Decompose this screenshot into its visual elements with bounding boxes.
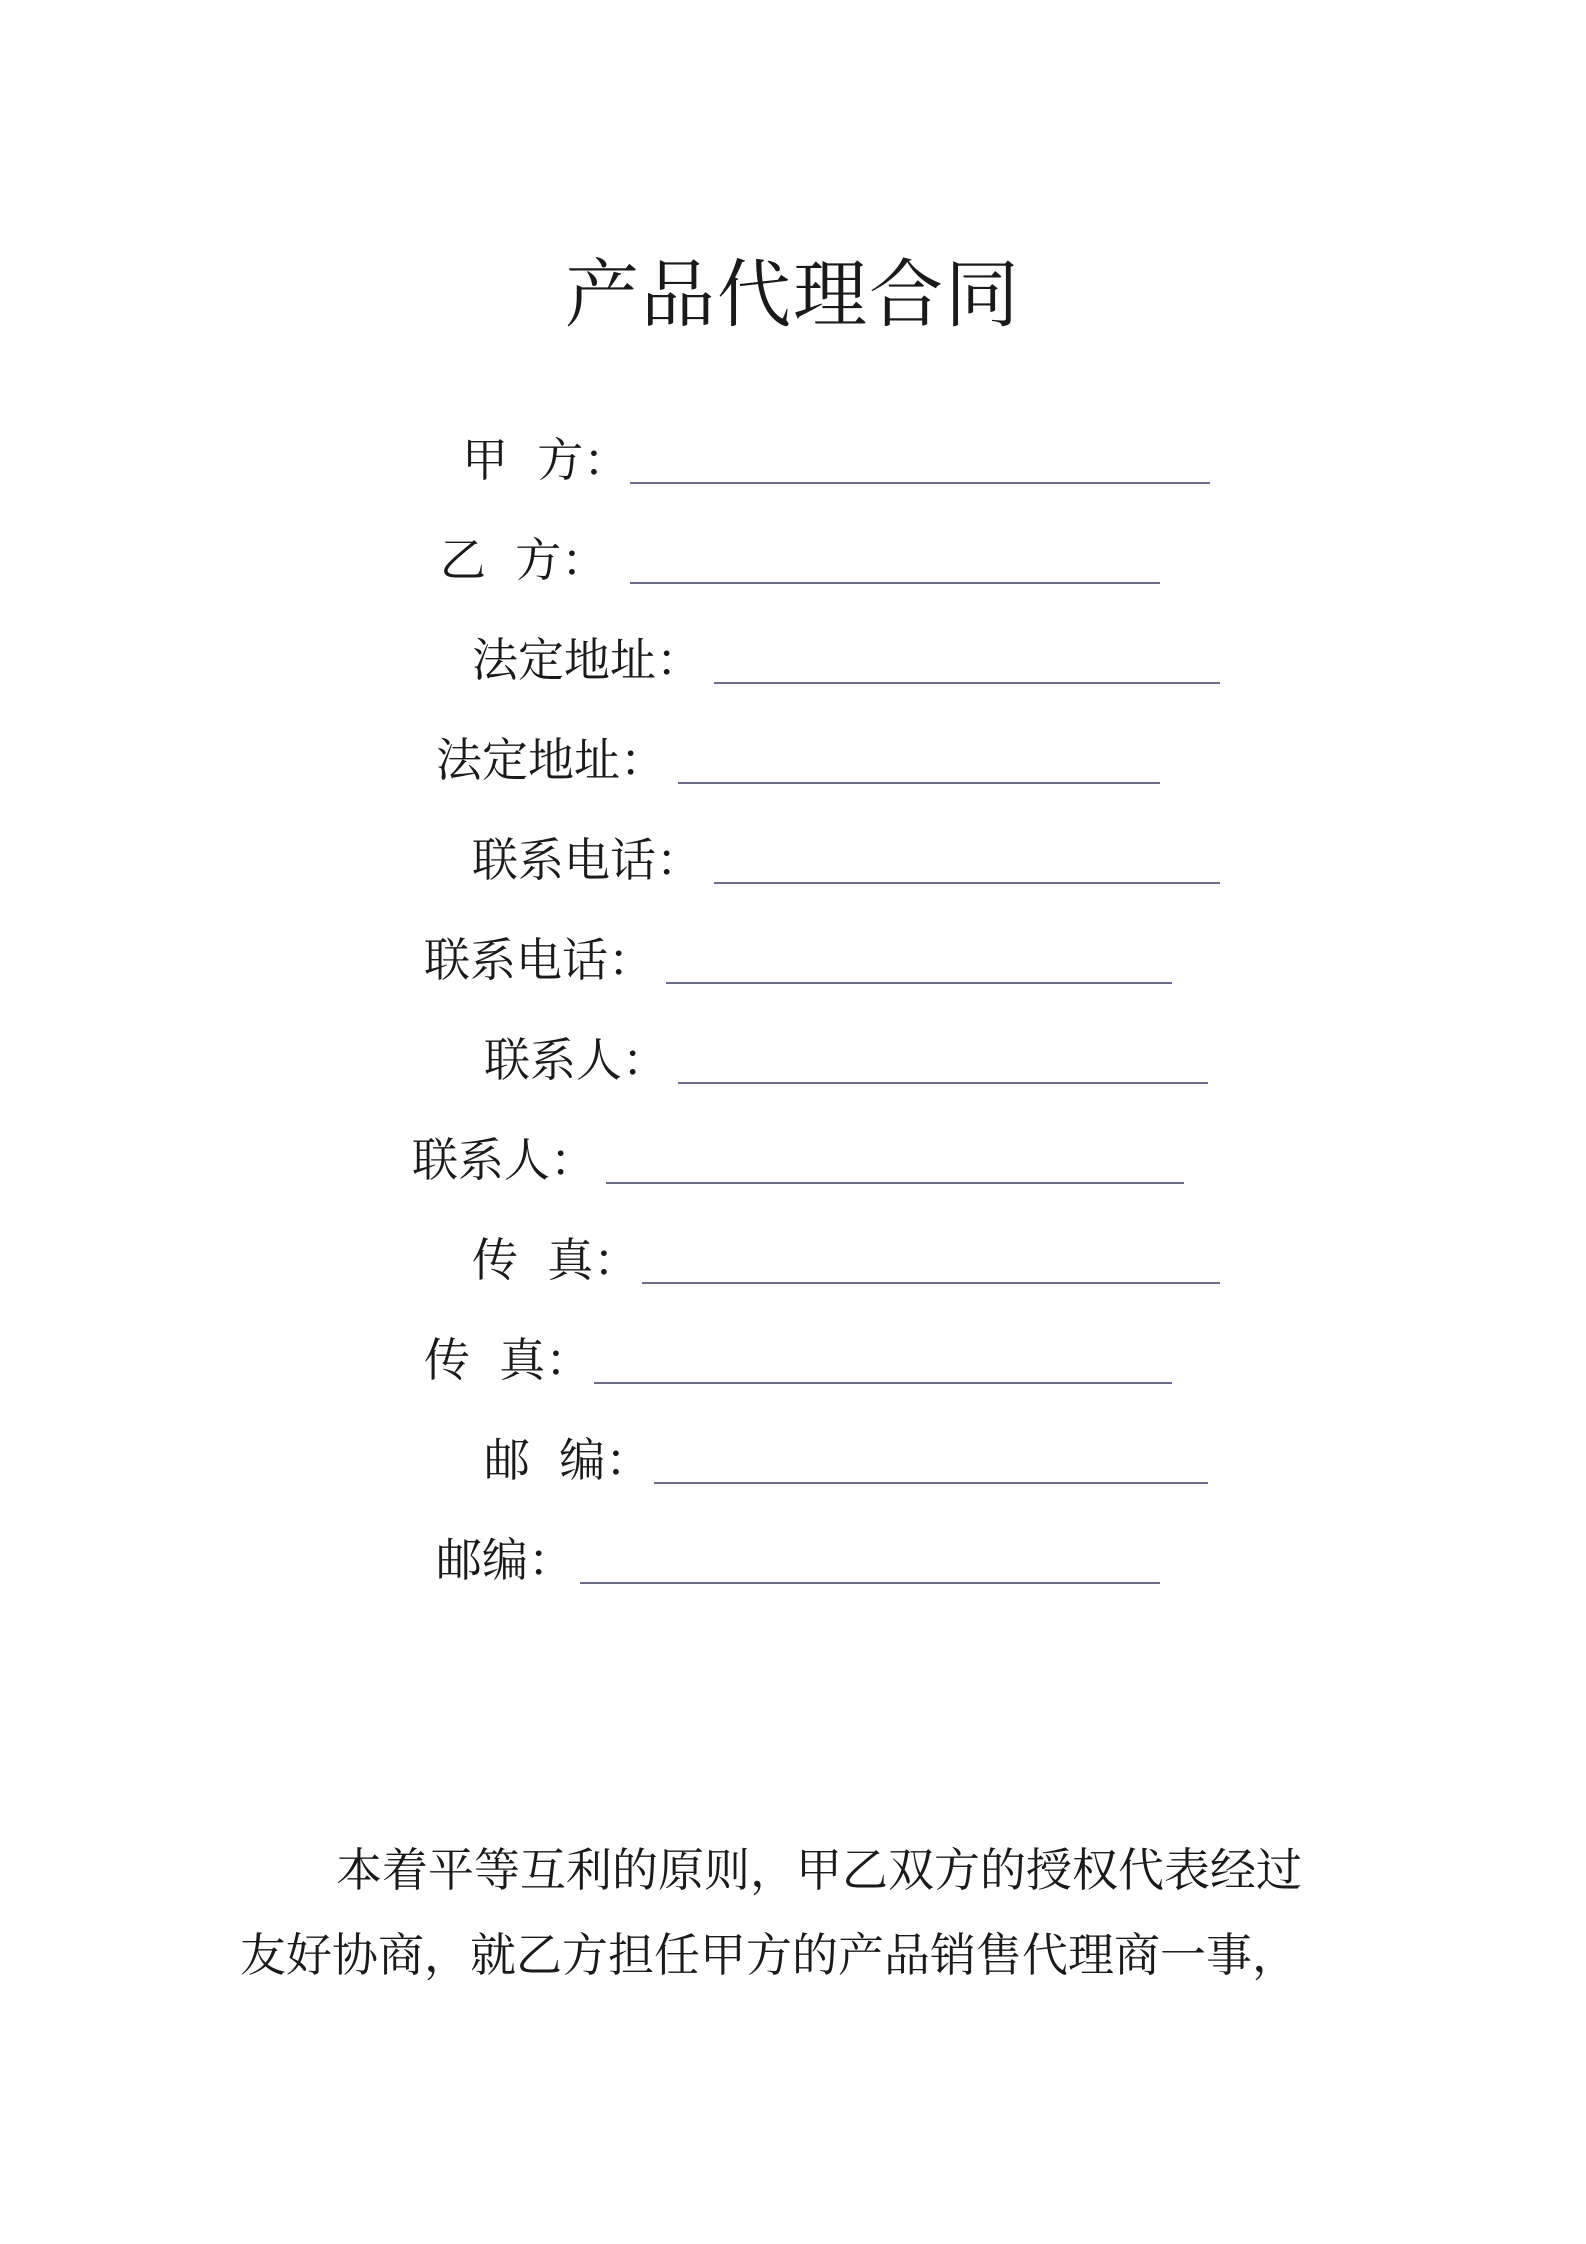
party-a-phone-label: 联系电话： [472, 833, 702, 887]
party-b-phone-line[interactable] [666, 982, 1172, 984]
party-b-address-line[interactable] [678, 782, 1160, 784]
party-b-postcode-label: 邮编： [436, 1533, 574, 1587]
party-b-label: 乙 方： [440, 533, 608, 587]
party-b-contact-line[interactable] [606, 1182, 1184, 1184]
party-b-phone-label: 联系电话： [424, 933, 654, 987]
body-paragraph-line-1: 本着平等互利的原则，甲乙双方的授权代表经过 [336, 1843, 1302, 1897]
party-b-contact-label: 联系人： [412, 1133, 596, 1187]
party-a-label: 甲 方： [462, 433, 630, 487]
party-a-line[interactable] [630, 482, 1210, 484]
party-a-contact-label: 联系人： [484, 1033, 668, 1087]
party-b-fax-label: 传 真： [424, 1333, 592, 1387]
party-b-fax-line[interactable] [594, 1382, 1172, 1384]
party-a-phone-line[interactable] [714, 882, 1220, 884]
party-a-contact-line[interactable] [678, 1082, 1208, 1084]
party-a-address-line[interactable] [714, 682, 1220, 684]
party-a-postcode-line[interactable] [654, 1482, 1208, 1484]
party-a-address-label: 法定地址： [472, 633, 702, 687]
party-a-postcode-label: 邮 编： [484, 1433, 652, 1487]
party-a-fax-label: 传 真： [472, 1233, 640, 1287]
document-title: 产品代理合同 [565, 252, 1021, 338]
party-b-postcode-line[interactable] [580, 1582, 1160, 1584]
party-b-address-label: 法定地址： [436, 733, 666, 787]
party-a-fax-line[interactable] [642, 1282, 1220, 1284]
body-paragraph-line-2: 友好协商，就乙方担任甲方的产品销售代理商一事， [240, 1928, 1298, 1982]
party-b-line[interactable] [630, 582, 1160, 584]
